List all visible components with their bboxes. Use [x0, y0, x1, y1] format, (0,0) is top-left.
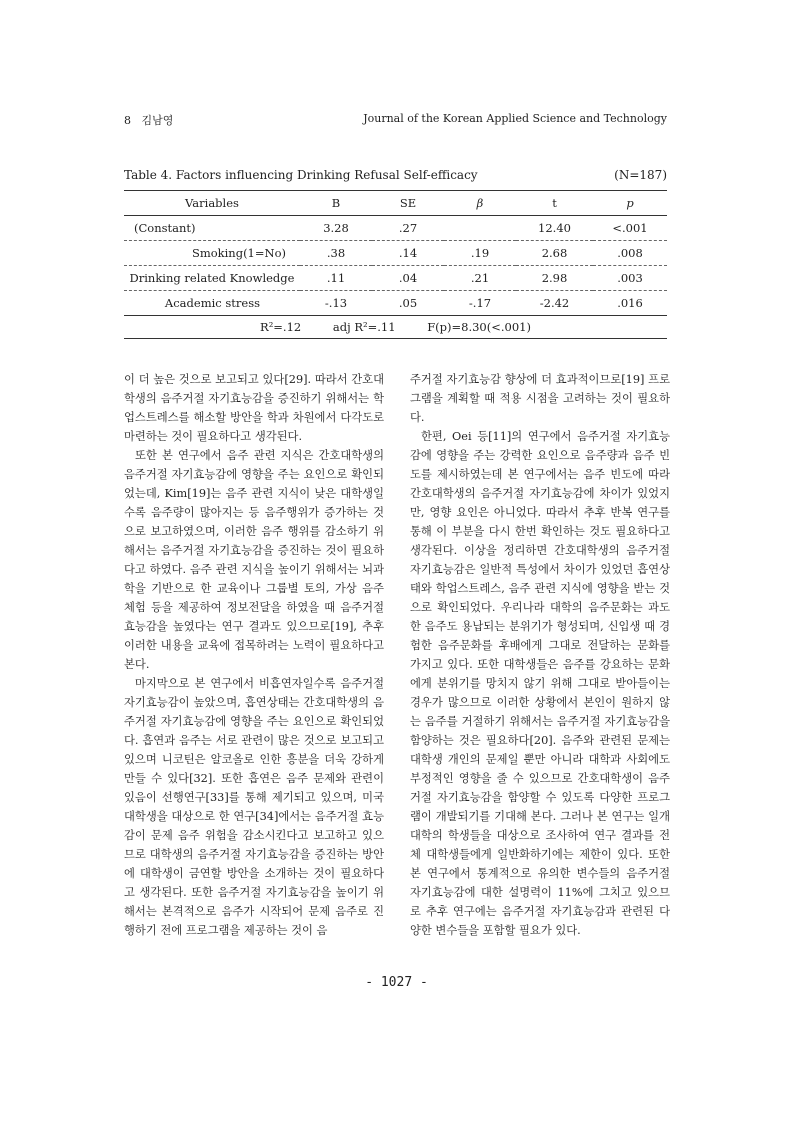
cell-t: -2.42 — [516, 291, 593, 316]
model-fit-stats — [124, 316, 667, 339]
cell-variable: (Constant) — [124, 216, 300, 241]
cell-beta: .21 — [444, 266, 516, 291]
table-caption: Table 4. Factors influencing Drinking Refusal Self-efficacy — [124, 168, 478, 182]
page-number: - 1027 - — [365, 975, 428, 990]
table-footer-row — [124, 316, 667, 339]
cell-variable: Drinking related Knowledge — [124, 266, 300, 291]
cell-t: 2.98 — [516, 266, 593, 291]
cell-p: .008 — [593, 241, 667, 266]
cell-se: .05 — [372, 291, 444, 316]
cell-beta: .19 — [444, 241, 516, 266]
adj-r-squared: adj R²=.11 — [332, 320, 396, 334]
col-header-variables: Variables — [124, 191, 300, 216]
paragraph: 이 더 높은 것으로 보고되고 있다[29]. 따라서 간호대학생의 음주거절 자기효능감을 증진하기 위해서는 학업스트레스를 해소할 방안을 학과 차원에서 다각도로 마련하는 것이 필요하다고 생각된다. — [124, 373, 384, 443]
col-header-p: p — [593, 191, 667, 216]
cell-t: 2.68 — [516, 241, 593, 266]
f-statistic: F(p)=8.30(<.001) — [427, 320, 531, 334]
cell-p: .003 — [593, 266, 667, 291]
cell-p: <.001 — [593, 216, 667, 241]
cell-b: -.13 — [300, 291, 372, 316]
cell-beta: -.17 — [444, 291, 516, 316]
paragraph: 또한 본 연구에서 음주 관련 지식은 간호대학생의 음주거절 자기효능감에 영향을 주는 요인으로 확인되었는데, Kim[19]는 음주 관련 지식이 낮은 대학생일수록 음주량이 많아지는 등 음주행위가 증가하는 것으로 보고하였으며, 이러한 음주 행위를 감소하기 위해서는 음주거절 자기효능감을 증진하는 것이 필요하다고 하였다. 음주 관련 지식을 높이기 위해서는 뇌과학을 기반으로 한 교육이나 그룹별 토의, 가상 음주 체험 등을 제공하여 정보전달을 하였을 때 음주거절 효능감을 높였다는 연구 결과도 있으므로[19], 추후 이러한 내용을 교육에 접목하려는 노력이 필요하다고 본다. — [124, 449, 384, 671]
col-header-beta: β — [444, 191, 516, 216]
cell-variable: Smoking(1=No) — [124, 241, 300, 266]
paragraph: 한편, Oei 등[11]의 연구에서 음주거절 자기효능감에 영향을 주는 강력한 요인으로 음주량과 음주 빈도를 제시하였는데 본 연구에서는 음주 빈도에 따라 간호대학생의 음주거절 자기효능감에 차이가 있었지만, 영향 요인은 아니었다. 따라서 추후 반복 연구를 통해 이 부분을 다시 한번 확인하는 것도 필요하다고 생각된다. 이상을 정리하면 간호대학생의 음주거절 자기효능감은 일반적 특성에서 차이가 있었던 흡연상태와 학업스트레스, 음주 관련 지식에 영향을 받는 것으로 확인되었다. 우리나라 대학의 음주문화는 과도한 음주도 용납되는 분위기가 형성되며, 신입생 때 경험한 음주문화를 후배에게 그대로 전달하는 문화를 가지고 있다. 또한 대학생들은 음주를 강요하는 문화에게 분위기를 망치지 않기 위해 그대로 받아들이는 경우가 많으므로 이러한 상황에서 본인이 원하지 않는 음주를 거절하기 위해서는 음주거절 자기효능감을 함양하는 것은 필요하다[20]. 음주와 관련된 문제는 대학생 개인의 문제일 뿐만 아니라 대학과 사회에도 부정적인 영향을 줄 수 있으므로 간호대학생이 음주거절 자기효능감을 함양할 수 있도록 다양한 프로그램이 개발되기를 기대해 본다. 그러나 본 연구는 일개 대학의 학생들을 대상으로 조사하여 연구 결과를 전체 대학생들에게 일반화하기에는 제한이 있다. 또한 본 연구에서 통계적으로 유의한 변수들의 음주거절 자기효능감에 대한 설명력이 11%에 그치고 있으므로 추후 연구에는 음주거절 자기효능감과 관련된 다양한 변수들을 포함할 필요가 있다. — [410, 430, 670, 937]
regression-table — [124, 190, 667, 339]
table-row — [124, 216, 667, 241]
cell-b: .38 — [300, 241, 372, 266]
cell-beta — [444, 216, 516, 241]
header-left — [124, 112, 173, 128]
right-column — [410, 370, 670, 940]
journal-name: Journal of the Korean Applied Science and Technology — [363, 112, 667, 125]
author-name: 김남영 — [141, 114, 174, 127]
left-column — [124, 370, 384, 940]
table-row — [124, 266, 667, 291]
cell-b: .11 — [300, 266, 372, 291]
table-row — [124, 291, 667, 316]
running-header — [124, 112, 667, 128]
table-row — [124, 241, 667, 266]
sample-size: (N=187) — [614, 168, 667, 182]
page-number-top: 8 — [124, 114, 131, 127]
table-caption-row — [124, 168, 667, 182]
cell-b: 3.28 — [300, 216, 372, 241]
r-squared: R²=.12 — [260, 320, 302, 334]
col-header-t: t — [516, 191, 593, 216]
col-header-b: B — [300, 191, 372, 216]
cell-se: .04 — [372, 266, 444, 291]
cell-se: .14 — [372, 241, 444, 266]
cell-t: 12.40 — [516, 216, 593, 241]
cell-se: .27 — [372, 216, 444, 241]
cell-p: .016 — [593, 291, 667, 316]
paragraph: 마지막으로 본 연구에서 비흡연자일수록 음주거절 자기효능감이 높았으며, 흡연상태는 간호대학생의 음주거절 자기효능감에 영향을 주는 요인으로 확인되었다. 흡연과 음주는 서로 관련이 많은 것으로 보고되고 있으며 니코틴은 알코올로 인한 흥분을 더욱 강하게 만들 수 있다[32]. 또한 흡연은 음주 문제와 관련이 있음이 선행연구[33]를 통해 제기되고 있으며, 미국 대학생을 대상으로 한 연구[34]에서는 음주거절 효능감이 문제 음주 위험을 감소시킨다고 보고하고 있으므로 대학생의 음주거절 자기효능감을 증진하는 방안에 대학생이 금연할 방안을 소개하는 것이 필요하다고 생각된다. 또한 음주거절 자기효능감을 높이기 위해서는 본격적으로 음주가 시작되어 문제 음주로 진행하기 전에 프로그램을 제공하는 것이 음 — [124, 677, 384, 937]
paragraph: 주거절 자기효능감 향상에 더 효과적이므로[19] 프로그램을 계획할 때 적용 시점을 고려하는 것이 필요하다. — [410, 373, 670, 424]
cell-variable: Academic stress — [124, 291, 300, 316]
table-header-row — [124, 191, 667, 216]
col-header-se: SE — [372, 191, 444, 216]
